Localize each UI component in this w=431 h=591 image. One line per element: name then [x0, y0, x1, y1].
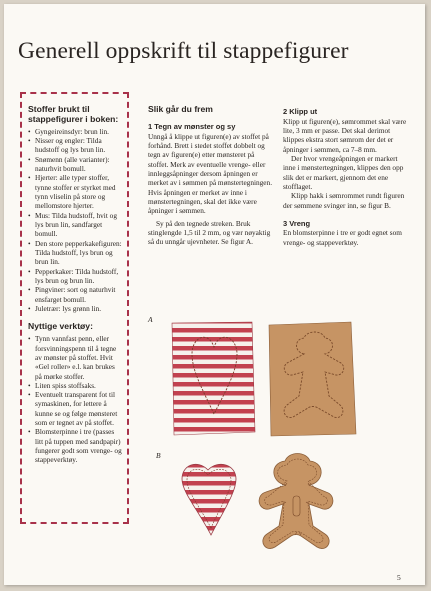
- step-1-text-2: Sy på den tegnede streken. Bruk stinglengde 1,5 til 2 mm, og vær nøyaktig så du unngår ujevnheter. Se figur A.: [148, 218, 271, 247]
- figure-b-gingerbread: [259, 454, 333, 549]
- step-2-text: Klipp ut figuren(e), sømrommet skal være lite, 3 mm er passe. Det skal derimot klippes ekstra stort sømrom der det er åpninger i sømmen, ca 7–8 mm.: [283, 116, 407, 154]
- list-item: • Hjerter: alle typer stoffer, tynne stoffer er styrket med tynn vliselin på store og mellomstore hjerter.: [28, 173, 122, 210]
- page-title: Generell oppskrift til stappefigurer: [18, 38, 349, 64]
- step-1-text: Unngå å klippe ut figuren(e) av stoffet på forhånd. Brett i stedet stoffet dobbelt og tegn av figuren(e) etter mønsteret på stoffet. Merk av eventuelle vrenge- eller innleggsåpninger dersom åpningen er merket av i sømmen på mønstertegningen. Hvis åpningen er merket av inne i mønstertegningen, skal det ikke være åpninger i sømmen.: [148, 131, 273, 216]
- step-2-text-2: Der hvor vrengeåpningen er markert inne i mønstertegningen, klippes den opp slik det er markert, gjennom det ene stofflaget.: [283, 153, 404, 191]
- list-item: • Den store pepperkakefiguren: Tilda hudstoff, lys brun og brun lin.: [28, 239, 122, 267]
- figure-b-label: B: [156, 451, 161, 460]
- list-item: • Tynn vannfast penn, eller forsvinningspenn til å tegne av mønster på stoffet. Hvit «Gel roller» e.l. kan brukes på mørke stoffer.: [28, 334, 122, 381]
- list-item: • Eventuelt transparent fot til symaskinen, for lettere å kunne se og følge mønsteret som er tegnet av på stoffet.: [28, 390, 122, 427]
- step-1-title: 1 Tegn av mønster og sy: [148, 122, 236, 131]
- step-3-text: En blomsterpinne i tre er godt egnet som vrenge- og stappeverktøy.: [283, 228, 402, 247]
- materials-heading: Stoffer brukt til stappefigurer i boken:: [28, 104, 119, 124]
- list-item: • Pingviner: sort og naturhvit ensfarget bomull.: [28, 285, 122, 304]
- step-3-title: 3 Vreng: [283, 218, 311, 228]
- list-item: • Mus: Tilda hudstoff, hvit og lys brun lin, sandfarget bomull.: [28, 211, 122, 239]
- figure-a-label: A: [148, 315, 153, 324]
- figure-a-brown-fabric: [269, 322, 356, 436]
- list-item: • Liten spiss stoffsaks.: [28, 381, 122, 390]
- list-item: • Pepperkaker: Tilda hudstoff, lys brun og brun lin.: [28, 267, 122, 286]
- figure-a-striped-fabric: [172, 322, 255, 435]
- step-2-text-3: Klipp hakk i sømrommet rundt figuren der sømmene svinger inn, se figur B.: [283, 191, 405, 210]
- page-number: 5: [397, 573, 401, 582]
- illustrations: [4, 4, 425, 585]
- step-2-title: 2 Klipp ut: [283, 107, 318, 116]
- list-item: • Nisser og engler: Tilda hudstoff og lys brun lin.: [28, 136, 122, 155]
- list-item: • Snømenn (alle varianter): naturhvit bomull.: [28, 155, 122, 174]
- tools-heading: Nyttige verktøy:: [28, 321, 93, 332]
- list-item: • Blomsterpinne i tre (passes litt på tuppen med sandpapir) fungerer godt som vrenge- og stappeverktøy.: [28, 427, 122, 464]
- book-page: [4, 4, 425, 585]
- instructions-heading: Slik går du frem: [148, 104, 213, 114]
- figure-b-heart: [182, 464, 236, 535]
- list-item: • Gyngeireinsdyr: brun lin.: [28, 127, 122, 136]
- list-item: • Juletrær: lys grønn lin.: [28, 304, 122, 313]
